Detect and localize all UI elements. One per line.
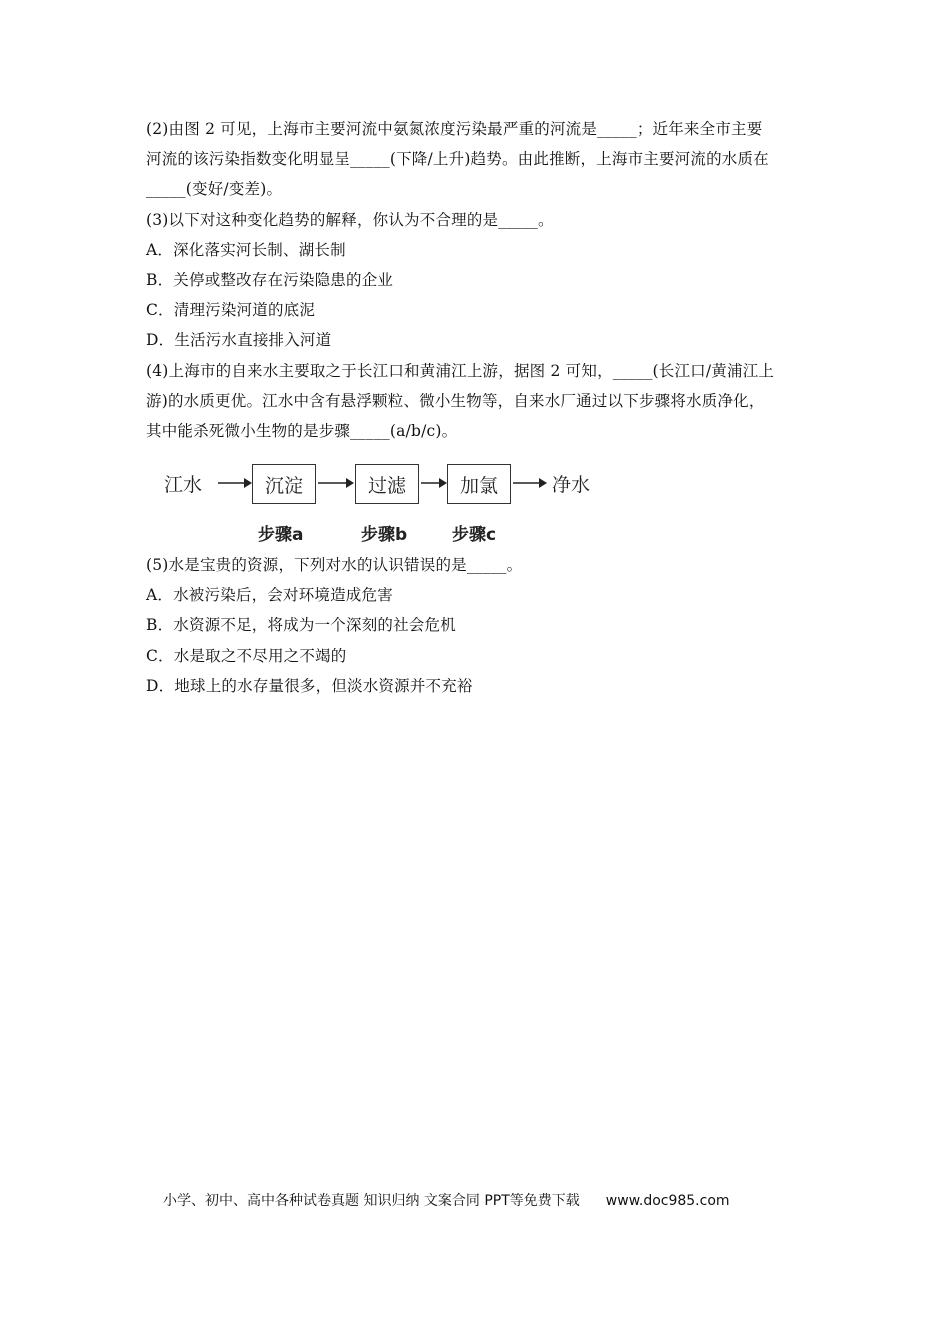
flow-start-label: 江水 bbox=[164, 474, 203, 497]
q3-option-b: B．关停或整改存在污染隐患的企业 bbox=[146, 270, 394, 289]
flow-arrow-icon bbox=[421, 474, 447, 492]
flow-step-b-box: 过滤 bbox=[355, 464, 419, 504]
q5-stem: (5)水是宝贵的资源，下列对水的认识错误的是_____。 bbox=[146, 556, 523, 575]
flow-end-label: 净水 bbox=[552, 474, 591, 497]
q5-option-c: C．水是取之不尽用之不竭的 bbox=[146, 646, 347, 665]
q4-line-3: 其中能杀死微小生物的是步骤_____(a/b/c)。 bbox=[146, 421, 458, 440]
q3-option-a: A．深化落实河长制、湖长制 bbox=[146, 240, 346, 259]
q3-option-d: D．生活污水直接排入河道 bbox=[146, 331, 332, 350]
flow-step-a-box: 沉淀 bbox=[252, 464, 316, 504]
q2-line-3: _____(变好/变差)。 bbox=[146, 180, 283, 199]
q5-option-d: D．地球上的水存量很多，但淡水资源并不充裕 bbox=[146, 676, 473, 695]
q4-line-1: (4)上海市的自来水主要取之于长江口和黄浦江上游，据图 2 可知，_____(长江口/黄浦江上 bbox=[146, 361, 775, 380]
flow-arrow-icon bbox=[318, 474, 354, 492]
water-treatment-flow-diagram bbox=[146, 450, 806, 552]
question-content bbox=[146, 114, 806, 701]
flow-step-c-box: 加氯 bbox=[447, 464, 511, 504]
flow-step-c-label: 步骤c bbox=[452, 525, 497, 546]
flow-arrow-icon bbox=[513, 474, 547, 492]
footer-site-link[interactable]: www.doc985.com bbox=[605, 1193, 730, 1209]
page-footer bbox=[163, 1190, 730, 1210]
q5-option-a: A．水被污染后，会对环境造成危害 bbox=[146, 586, 393, 605]
q2-line-2: 河流的该污染指数变化明显呈_____(下降/上升)趋势。由此推断，上海市主要河流的水质在 bbox=[146, 150, 769, 169]
q3-stem: (3)以下对这种变化趋势的解释，你认为不合理的是_____。 bbox=[146, 210, 554, 229]
q4-line-2: 游)的水质更优。江水中含有悬浮颗粒、微小生物等，自来水厂通过以下步骤将水质净化， bbox=[146, 391, 765, 410]
footer-text: 小学、初中、高中各种试卷真题 知识归纳 文案合同 PPT等免费下载 bbox=[163, 1193, 580, 1209]
q3-option-c: C．清理污染河道的底泥 bbox=[146, 301, 316, 320]
q2-line-1: (2)由图 2 可见，上海市主要河流中氨氮浓度污染最严重的河流是_____；近年来全市主要 bbox=[146, 120, 763, 138]
flow-step-a-label: 步骤a bbox=[258, 525, 304, 546]
flow-arrow-icon bbox=[218, 474, 252, 492]
q5-option-b: B．水资源不足，将成为一个深刻的社会危机 bbox=[146, 616, 456, 635]
flow-step-b-label: 步骤b bbox=[361, 525, 408, 546]
